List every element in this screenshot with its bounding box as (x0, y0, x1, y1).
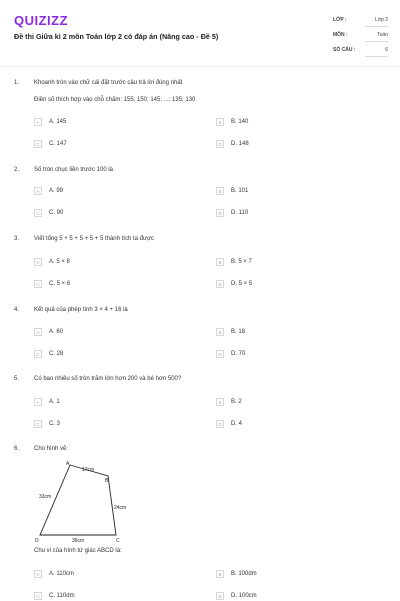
question-text: Số tròn chục liền trước 100 là (34, 167, 113, 173)
option-text: D. 110 (231, 210, 249, 216)
option-letter-box: B (216, 570, 224, 578)
vertex-label-c: C (116, 538, 120, 544)
option-letter-box: B (216, 118, 224, 126)
vertex-label-d: D (35, 538, 39, 544)
question-number: 3. (14, 236, 20, 242)
meta-count-value: 6 (385, 47, 388, 53)
meta-subject-label: MÔN : (333, 32, 348, 38)
option-text: D. 70 (231, 351, 246, 357)
option-letter-box: D (216, 420, 224, 428)
edge-label-ab: 17cm (82, 467, 95, 473)
option-text: D. 4 (231, 421, 243, 427)
option-text: A. 5 × 8 (49, 259, 70, 265)
option-b[interactable] (216, 569, 257, 579)
option-letter-box: C (34, 350, 42, 358)
question-subtext: Chu vi của hình tứ giác ABCD là: (34, 548, 122, 554)
option-d[interactable] (216, 208, 248, 218)
option-c[interactable] (34, 419, 60, 429)
question-text: Có bao nhiêu số tròn trăm lớn hơn 200 và bé hơn 500? (34, 376, 182, 382)
option-letter-box: D (216, 280, 224, 288)
option-text: D. 148 (231, 141, 249, 147)
option-letter-box: C (34, 209, 42, 217)
option-letter-box: D (216, 140, 224, 148)
option-d[interactable] (216, 419, 242, 429)
question-text: Kết quả của phép tính 3 × 4 + 16 là (34, 307, 128, 313)
option-text: B. 18 (231, 329, 246, 335)
option-text: B. 2 (231, 399, 242, 405)
option-letter-box: D (216, 350, 224, 358)
option-d[interactable] (216, 349, 245, 359)
option-letter-box: A (34, 187, 42, 195)
question-number: 6. (14, 446, 20, 452)
edge-label-da: 33cm (39, 494, 52, 500)
option-c[interactable] (34, 279, 70, 289)
meta-count-label: SỐ CÂU : (333, 47, 356, 53)
vertex-label-b: B (105, 478, 109, 484)
option-text: A. 60 (49, 329, 64, 335)
question-text: Khoanh tròn vào chữ cái đặt trước câu trả lời đúng nhất (34, 80, 183, 86)
option-text: B. 100dm (231, 571, 257, 577)
option-b[interactable] (216, 257, 252, 267)
option-a[interactable] (34, 117, 66, 127)
option-letter-box: C (34, 420, 42, 428)
question-number: 1. (14, 80, 20, 86)
option-text: A. 99 (49, 188, 64, 194)
option-text: A. 1 (49, 399, 60, 405)
option-text: C. 147 (49, 141, 67, 147)
option-text: D. 100cm (231, 593, 257, 599)
option-d[interactable] (216, 279, 252, 289)
question-number: 5. (14, 376, 20, 382)
option-b[interactable] (216, 186, 248, 196)
option-letter-box: D (216, 592, 224, 600)
option-letter-box: B (216, 187, 224, 195)
option-text: B. 101 (231, 188, 249, 194)
meta-divider (365, 56, 388, 57)
option-letter-box: B (216, 258, 224, 266)
option-a[interactable] (34, 186, 63, 196)
option-letter-box: B (216, 328, 224, 336)
option-c[interactable] (34, 349, 63, 359)
option-letter-box: C (34, 140, 42, 148)
page-title: Đề thi Giữa kì 2 môn Toán lớp 2 có đáp án (Nâng cao - Đề 5) (14, 32, 219, 41)
question-number: 4. (14, 307, 20, 313)
option-a[interactable] (34, 569, 74, 579)
option-letter-box: B (216, 398, 224, 406)
edge-label-bc: 24cm (114, 505, 127, 511)
option-text: A. 110cm (49, 571, 74, 577)
vertex-label-a: A (66, 461, 70, 467)
option-text: B. 5 × 7 (231, 259, 252, 265)
option-letter-box: A (34, 398, 42, 406)
question-number: 2. (14, 167, 20, 173)
meta-subject-value: Toán (377, 32, 388, 38)
meta-class-label: LỚP : (333, 17, 347, 23)
option-letter-box: A (34, 258, 42, 266)
option-text: C. 3 (49, 421, 61, 427)
meta-divider (365, 41, 388, 42)
option-text: C. 90 (49, 210, 64, 216)
option-c[interactable] (34, 139, 67, 149)
header-divider (0, 66, 400, 67)
option-a[interactable] (34, 327, 63, 337)
quizizz-logo: QUIZIZZ (14, 13, 69, 28)
quadrilateral-shape (40, 465, 116, 535)
option-b[interactable] (216, 117, 248, 127)
option-letter-box: C (34, 280, 42, 288)
question-text: Viết tổng 5 + 5 + 5 + 5 + 5 thành tích ta được (34, 236, 154, 242)
question-text: Cho hình vẽ: (34, 446, 69, 452)
option-c[interactable] (34, 208, 63, 218)
option-text: B. 140 (231, 119, 249, 125)
option-letter-box: A (34, 118, 42, 126)
option-letter-box: C (34, 592, 42, 600)
option-text: C. 5 × 6 (49, 281, 71, 287)
option-a[interactable] (34, 257, 70, 267)
option-text: D. 5 × 5 (231, 281, 253, 287)
option-letter-box: A (34, 570, 42, 578)
option-letter-box: D (216, 209, 224, 217)
quadrilateral-figure (30, 458, 140, 544)
option-text: C. 110dm (49, 593, 75, 599)
meta-divider (365, 26, 388, 27)
option-d[interactable] (216, 139, 249, 149)
question-subtext: Điền số thích hợp vào chỗ chấm: 155; 150; 145; ...; 135; 130 (34, 97, 196, 103)
option-text: A. 145 (49, 119, 67, 125)
option-b[interactable] (216, 327, 245, 337)
option-letter-box: A (34, 328, 42, 336)
meta-class-value: Lớp 2 (374, 17, 388, 23)
option-b[interactable] (216, 397, 242, 407)
option-text: C. 28 (49, 351, 64, 357)
edge-label-cd: 36cm (72, 538, 85, 544)
option-a[interactable] (34, 397, 60, 407)
